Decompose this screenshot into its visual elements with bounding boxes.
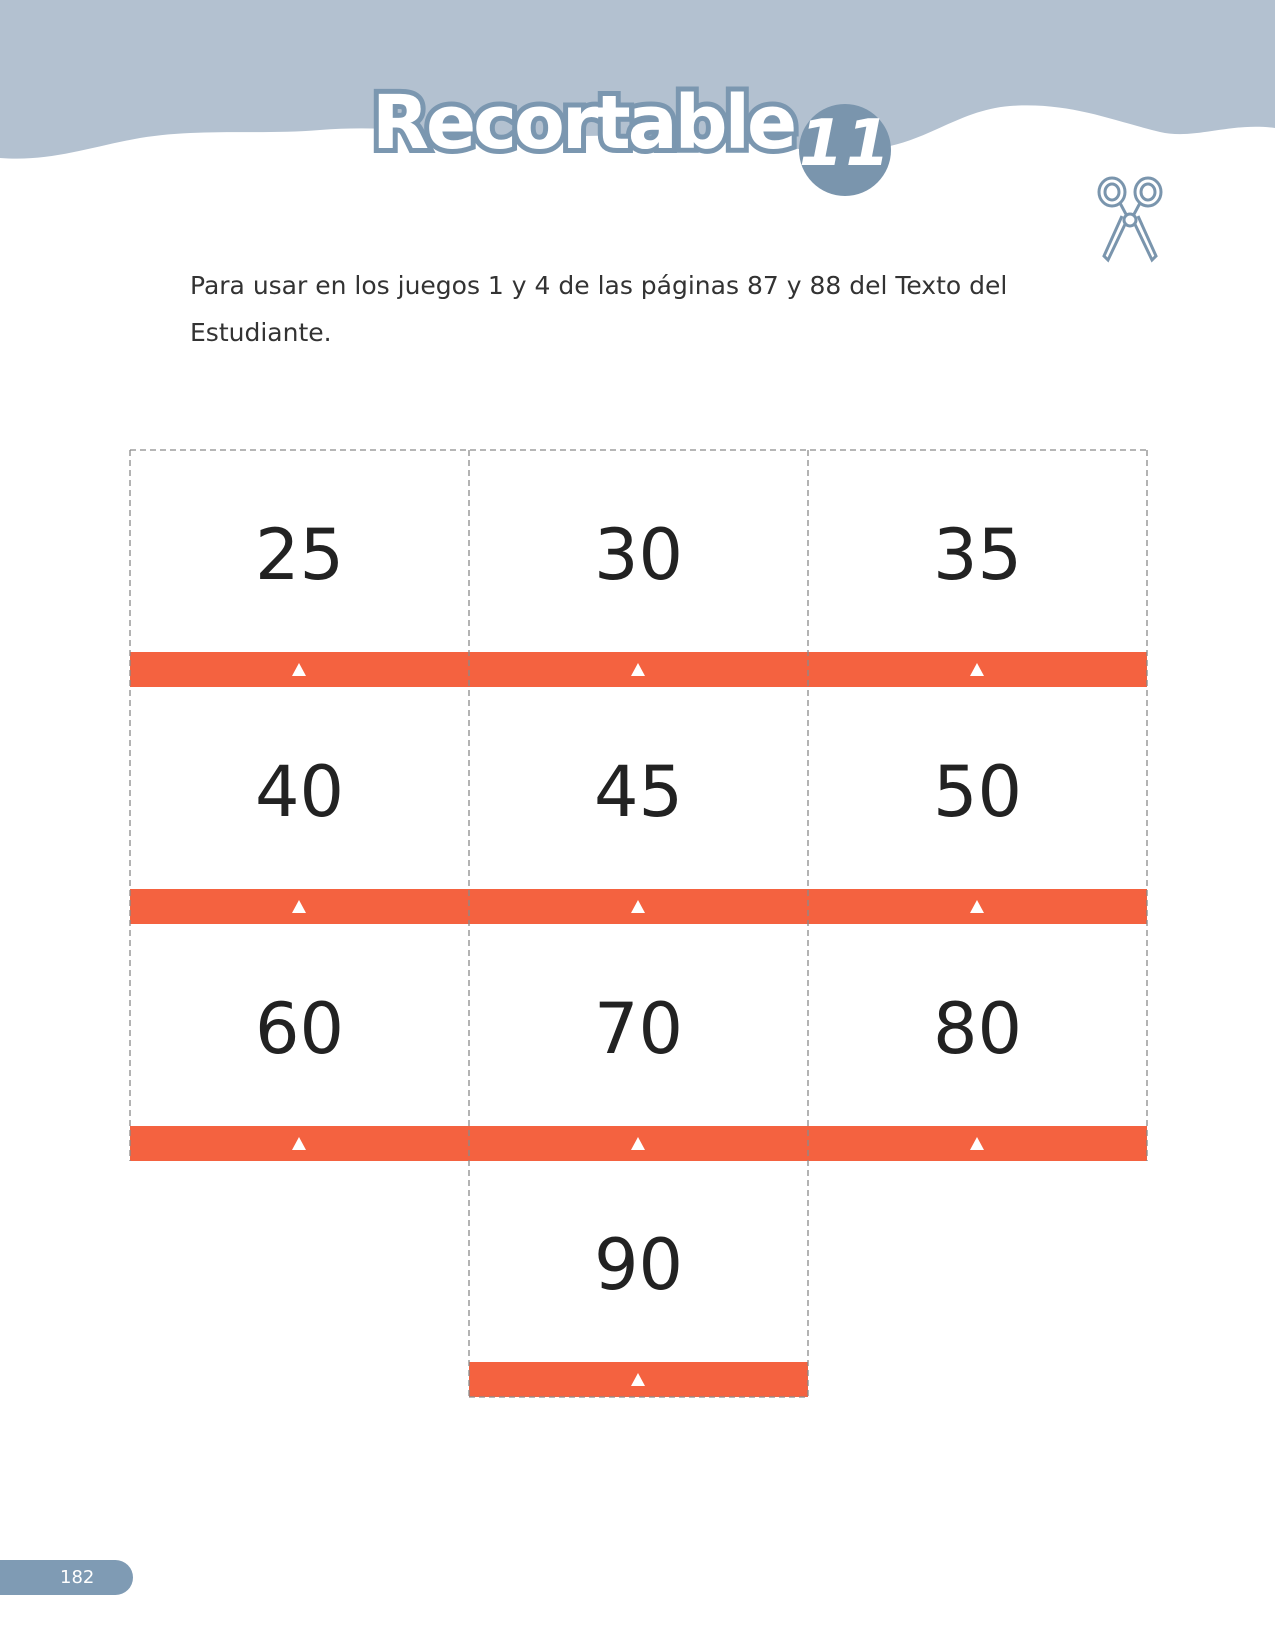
card-stripe — [469, 652, 808, 687]
triangle-up-icon — [970, 1137, 984, 1150]
triangle-up-icon — [292, 900, 306, 913]
card-number: 80 — [932, 988, 1023, 1070]
number-card[interactable] — [130, 450, 469, 687]
triangle-up-icon — [631, 1373, 645, 1386]
card-stripe — [808, 889, 1147, 924]
card-stripe — [469, 889, 808, 924]
card-number: 90 — [593, 1224, 684, 1306]
number-card[interactable] — [130, 924, 469, 1161]
triangle-up-icon — [970, 900, 984, 913]
number-card[interactable] — [469, 924, 808, 1161]
card-stripe — [808, 652, 1147, 687]
card-number: 25 — [254, 514, 345, 596]
card-number: 45 — [593, 751, 684, 833]
card-number: 35 — [932, 514, 1023, 596]
number-card[interactable] — [469, 1160, 808, 1397]
card-stripe — [808, 1126, 1147, 1161]
triangle-up-icon — [631, 1137, 645, 1150]
triangle-up-icon — [292, 1137, 306, 1150]
card-stripe — [130, 889, 469, 924]
card-number: 70 — [593, 988, 684, 1070]
number-card[interactable] — [808, 687, 1147, 924]
card-stripe — [469, 1126, 808, 1161]
number-card[interactable] — [469, 687, 808, 924]
card-stripe — [469, 1362, 808, 1397]
card-number: 60 — [254, 988, 345, 1070]
triangle-up-icon — [631, 900, 645, 913]
title-number: 11 — [799, 107, 893, 181]
number-card[interactable] — [808, 924, 1147, 1161]
triangle-up-icon — [631, 663, 645, 676]
triangle-up-icon — [970, 663, 984, 676]
card-number: 40 — [254, 751, 345, 833]
number-card[interactable] — [469, 450, 808, 687]
card-stripe — [130, 652, 469, 687]
card-number: 50 — [932, 751, 1023, 833]
card-stripe — [130, 1126, 469, 1161]
page-number-tab — [0, 1560, 133, 1595]
card-number: 30 — [593, 514, 684, 596]
instructions-text: Para usar en los juegos 1 y 4 de las páginas 87 y 88 del Texto del Estudiante. — [190, 271, 1008, 347]
page-number: 182 — [60, 1567, 95, 1588]
number-card[interactable] — [130, 687, 469, 924]
title-text: Recortable — [372, 80, 795, 166]
number-card[interactable] — [808, 450, 1147, 687]
triangle-up-icon — [292, 663, 306, 676]
